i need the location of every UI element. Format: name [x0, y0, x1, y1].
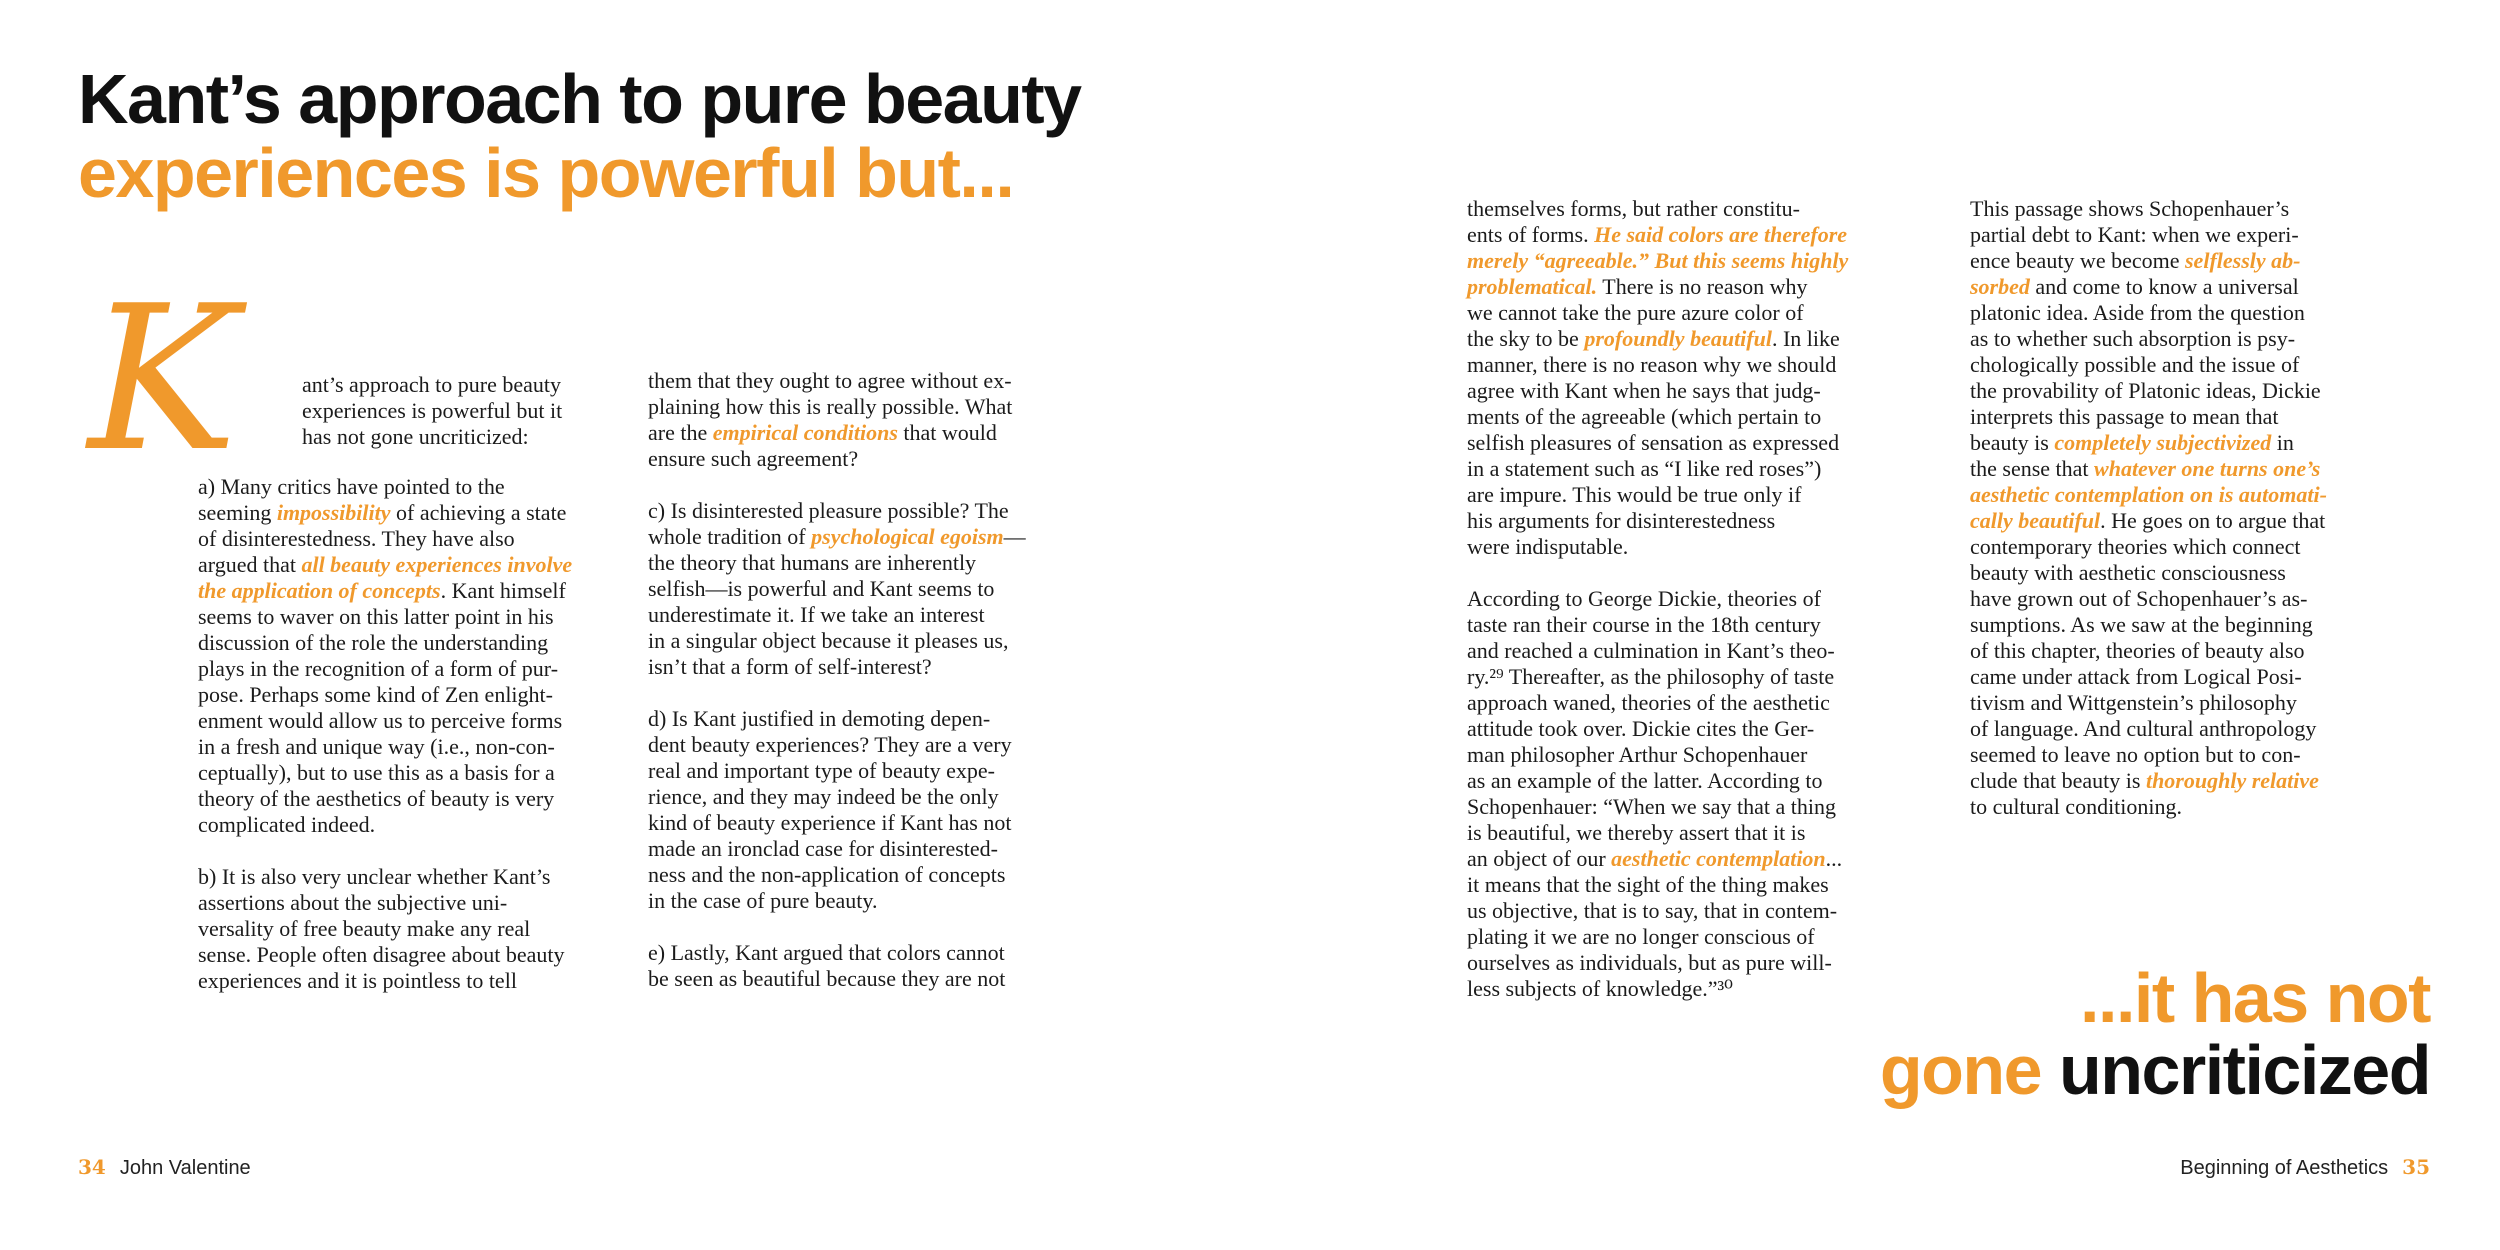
highlighted-phrase: thoroughly relative — [2145, 768, 2319, 793]
paragraph — [648, 498, 1068, 680]
text-column-3 — [1467, 196, 1897, 1002]
paragraph — [648, 706, 1068, 914]
paragraph — [198, 474, 618, 838]
highlighted-phrase: empirical conditions — [712, 420, 898, 445]
footer-right — [2180, 1155, 2430, 1180]
text-segment: them that they ought to agree without ex- plaining how this is really possible. What are the — [648, 368, 1013, 445]
pull-quote-line-1: ...it has not — [2080, 959, 2430, 1037]
paragraph — [1467, 196, 1897, 560]
text-column-1 — [198, 474, 618, 994]
text-segment: c) Is disinterested pleasure possible? The whole tradition of — [648, 498, 1009, 549]
page-number-right: 35 — [2402, 1155, 2430, 1179]
highlighted-phrase: psychological egoism — [811, 524, 1004, 549]
highlighted-phrase: aesthetic contemplation — [1611, 846, 1826, 871]
pull-quote-word-gone: gone — [1879, 1031, 2042, 1109]
text-segment: . Kant himself seems to waver on this latter point in his discussion of the role the understanding plays in the recognition of a form of pur- pose. Perhaps some kind of Zen enlight- enment would allow us to perceive forms in a fresh and unique way (i.e., non-con- ceptually), but to use this as a basis for a theory of the aesthetics of beauty is very complicated indeed. — [198, 578, 566, 837]
pull-quote-word-uncriticized: uncriticized — [2059, 1031, 2430, 1109]
intro-paragraph: ant’s approach to pure beauty experiences is powerful but it has not gone uncriticized: — [302, 372, 563, 449]
highlighted-phrase: He said colors are therefore merely “agreeable.” But this seems highly problematical. — [1467, 222, 1849, 299]
intro-text — [302, 372, 602, 450]
text-column-4 — [1970, 196, 2390, 820]
text-segment: b) It is also very unclear whether Kant’s assertions about the subjective uni- versality of free beauty make any real sense. People often disagree about beauty experiences and it is pointless to tell — [198, 864, 565, 993]
text-segment: . In like manner, there is no reason why we should agree with Kant when he says that judg- ments of the agreeable (which pertain to selfish pleasures of sensation as expressed in a statement such as “I like red roses”) are impure. This would be true only if his arguments for disinterestedness were indisputable. — [1467, 326, 1840, 559]
pull-quote-line-2 — [1879, 1031, 2430, 1109]
text-segment: d) Is Kant justified in demoting depen- dent beauty experiences? They are a very real and important type of beauty expe- rience, and they may indeed be the only kind of beauty experience if Kant has not made an ironclad case for disinterested- ness and the non-application of concepts in the case of pure beauty. — [648, 706, 1012, 913]
text-segment: a) Many critics have pointed to the seeming — [198, 474, 505, 525]
highlighted-phrase: impossibility — [276, 500, 391, 525]
text-segment: — the theory that humans are inherently selfish—is powerful and Kant seems to underestimate it. If we take an interest in a singular object because it pleases us, isn’t that a form of self-interest? — [648, 524, 1026, 679]
drop-cap: K — [88, 263, 238, 496]
highlighted-phrase: profoundly beautiful — [1584, 326, 1772, 351]
text-segment: According to George Dickie, theories of taste ran their course in the 18th century and reached a culmination in Kant’s theo- ry.²⁹ Thereafter, as the philosophy of taste approach waned, theories of the aesthetic attitude took over. Dickie cites the Ger- man philosopher Arthur Schopenhauer as an example of the latter. According to Schopenhauer: “When we say that a thing is beautiful, we thereby assert that it is an object of our — [1467, 586, 1836, 871]
highlighted-phrase: completely subjectivized — [2054, 430, 2272, 455]
text-segment: themselves forms, but rather constitu- ents of forms. — [1467, 196, 1800, 247]
highlighted-phrase: whatever one turns one’s aesthetic contemplation on is automati- cally beautiful — [1970, 456, 2327, 533]
paragraph — [1970, 196, 2390, 820]
text-segment: and come to know a universal platonic idea. Aside from the question as to whether such absorption is psy- chologically possible and the issue of the provability of Platonic ideas, Dickie interprets this passage to mean that beauty is — [1970, 274, 2321, 455]
text-segment: This passage shows Schopenhauer’s partial debt to Kant: when we experi- ence beauty we become — [1970, 196, 2299, 273]
chapter-name: Beginning of Aesthetics — [2180, 1157, 2389, 1179]
highlighted-phrase: all beauty experiences involve the application of concepts — [198, 552, 573, 603]
text-segment: ... it means that the sight of the thing makes us objective, that is to say, that in contem- plating it we are no longer conscious of ourselves as individuals, but as pure will- less subjects of knowledge.”³⁰ — [1467, 846, 1843, 1001]
headline-line-1: Kant’s approach to pure beauty — [78, 60, 1081, 138]
paragraph — [648, 368, 1068, 472]
highlighted-phrase: selflessly ab- sorbed — [1970, 248, 2301, 299]
text-segment: . He goes on to argue that contemporary theories which connect beauty with aesthetic consciousness have grown out of Schopenhauer’s as- sumptions. As we saw at the beginning of this chapter, theories of beauty also came under attack from Logical Posi- tivism and Wittgenstein’s philosophy of language. And cultural anthropology seemed to leave no option but to con- clude that beauty is — [1970, 508, 2326, 793]
text-segment: There is no reason why we cannot take the pure azure color of the sky to be — [1467, 274, 1808, 351]
paragraph — [198, 864, 618, 994]
text-segment: to cultural conditioning. — [1970, 794, 2183, 819]
text-segment: e) Lastly, Kant argued that colors cannot be seen as beautiful because they are not — [648, 940, 1006, 991]
page-number-left: 34 — [78, 1155, 106, 1179]
text-segment: of achieving a state of disinterestedness. They have also argued that — [198, 500, 567, 577]
text-segment: that would ensure such agreement? — [648, 420, 997, 471]
headline-line-2: experiences is powerful but... — [78, 134, 1014, 212]
text-segment: in the sense that — [1970, 430, 2294, 481]
author-name: John Valentine — [119, 1157, 251, 1179]
footer-left — [78, 1155, 251, 1180]
paragraph — [1467, 586, 1897, 1002]
text-column-2 — [648, 368, 1068, 992]
chapter-headline — [78, 62, 1081, 210]
paragraph — [648, 940, 1068, 992]
pull-quote — [1879, 959, 2430, 1109]
